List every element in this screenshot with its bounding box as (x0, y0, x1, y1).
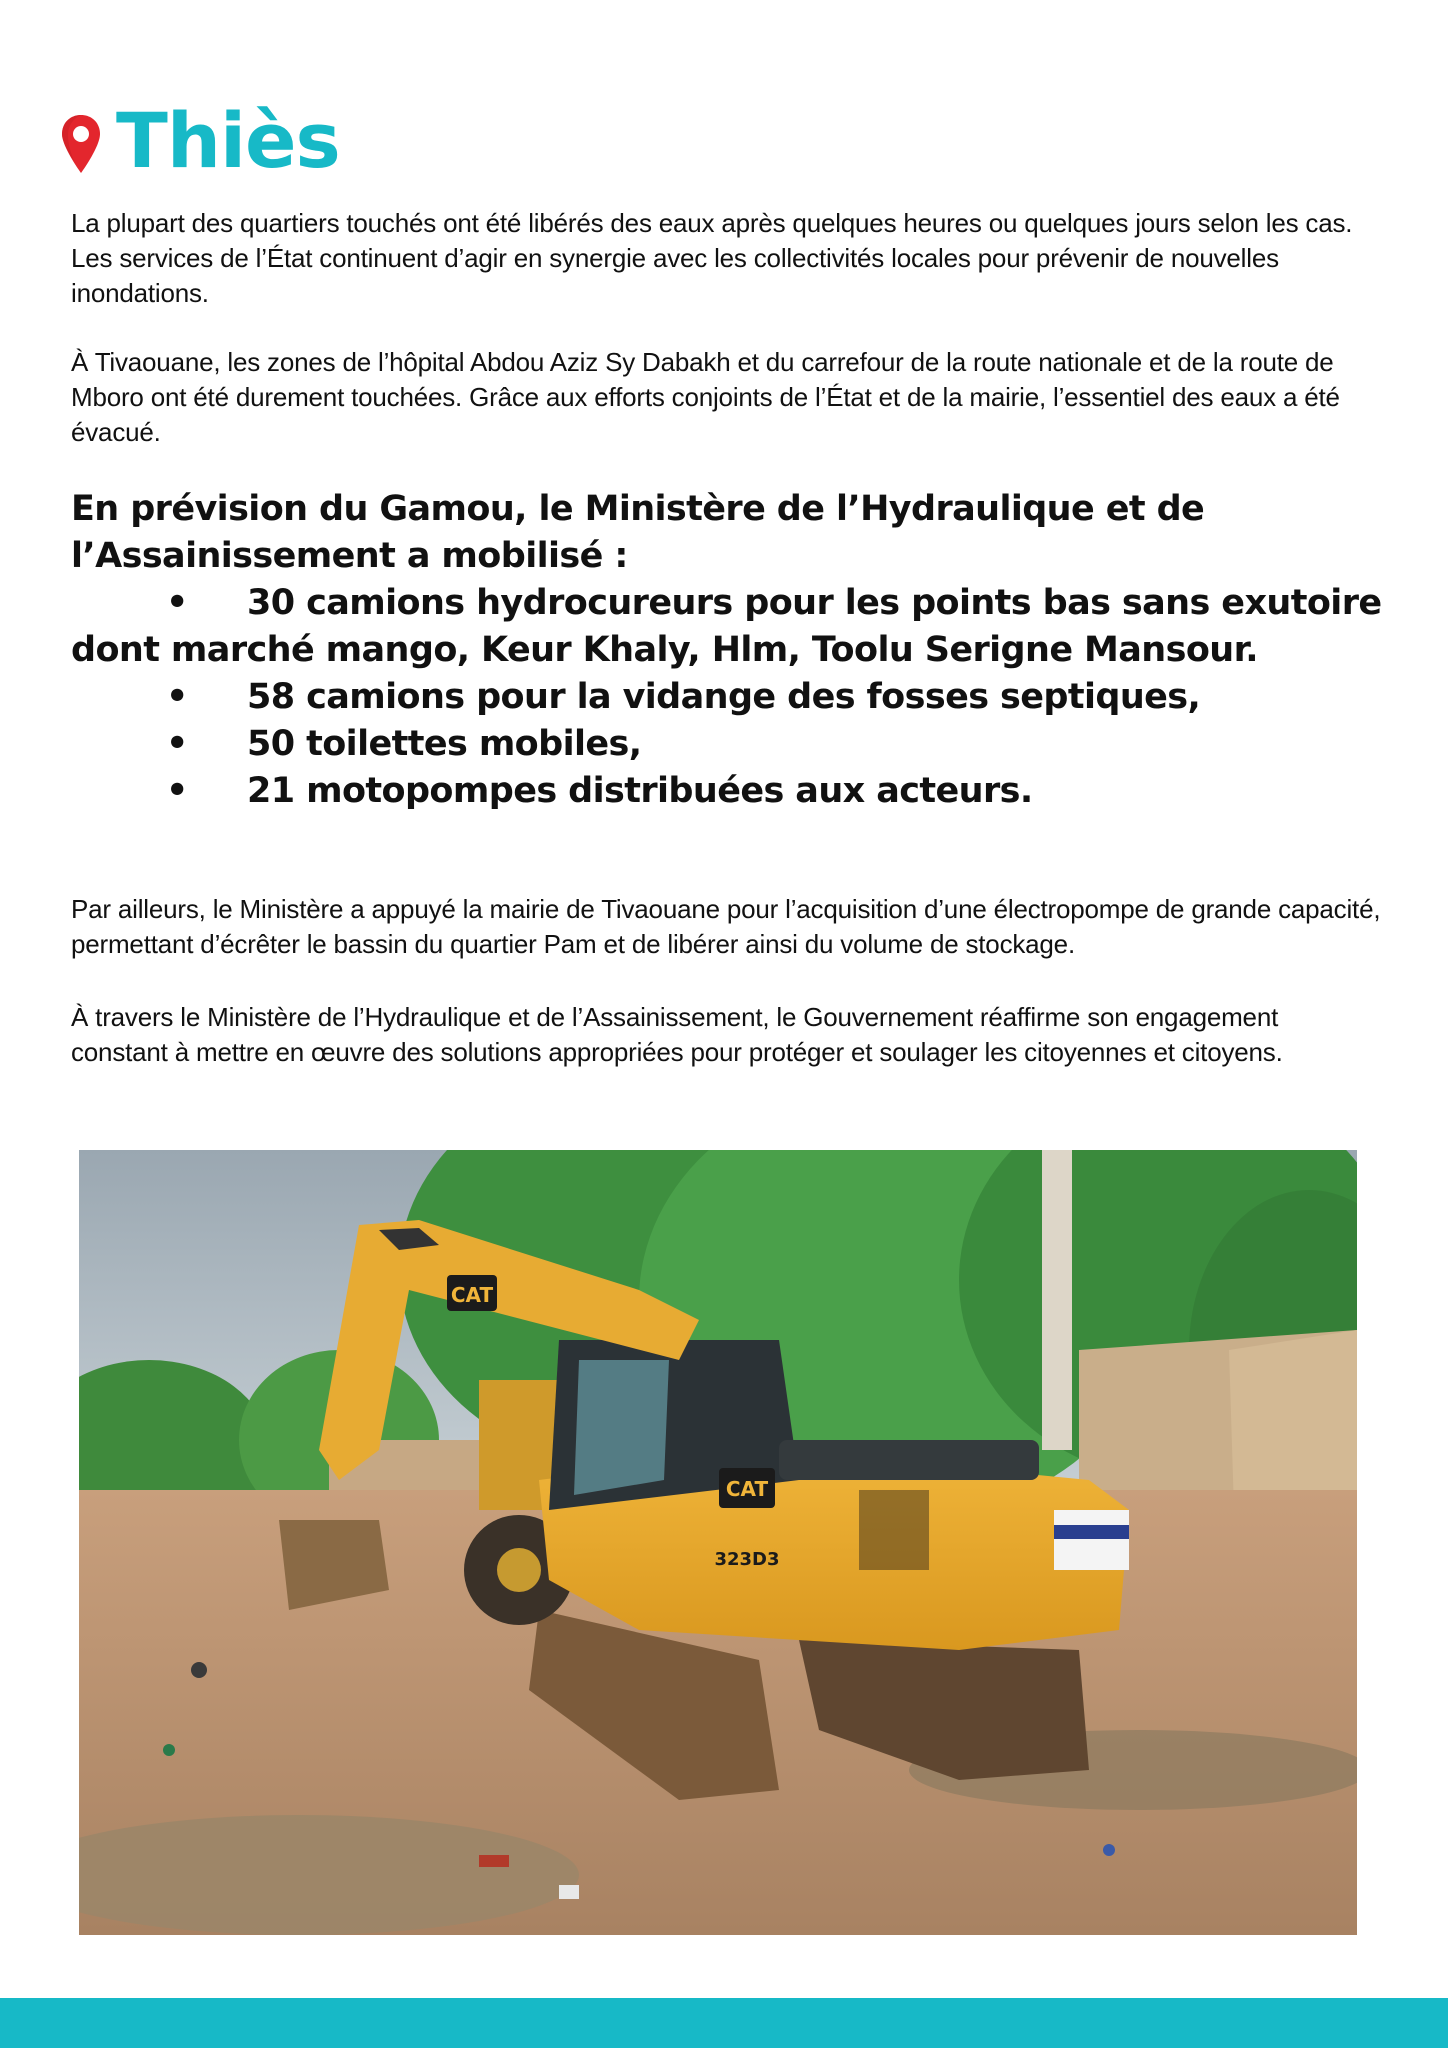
paragraph-electropompe: Par ailleurs, le Ministère a appuyé la mairie de Tivaouane pour l’acquisition d’une électropompe de grande capacité, permettant d’écrêter le bassin du quartier Pam et de libérer ainsi du volume de stockage. (71, 894, 1381, 959)
mobilisation-block (71, 486, 1391, 815)
paragraph-recovery: La plupart des quartiers touchés ont été libérés des eaux après quelques heures ou quelques jours selon les cas. Les services de l’État continuent d’agir en synergie avec les collectivités locales pour prévenir de nouvelles inondations. (71, 208, 1353, 308)
mobilisation-item-text: 58 camions pour la vidange des fosses septiques, (247, 677, 1201, 717)
excavator-illustration (79, 1150, 1357, 1935)
mobilisation-item (71, 580, 1391, 674)
svg-text:CAT: CAT (450, 1283, 494, 1307)
map-pin-icon (60, 113, 102, 175)
mobilisation-item (71, 768, 1391, 815)
mobilisation-item-text: 21 motopompes distribuées aux acteurs. (247, 771, 1033, 811)
svg-text:CAT: CAT (725, 1477, 769, 1501)
bullet-icon: • (166, 771, 188, 811)
footer-accent-bar (0, 1998, 1448, 2048)
excavator-photo (79, 1150, 1357, 1935)
paragraph-government: À travers le Ministère de l’Hydraulique et de l’Assainissement, le Gouvernement réaffirme son engagement constant à mettre en œuvre des solutions appropriées pour protéger et soulager les citoyennes et citoyens. (71, 1002, 1283, 1067)
paragraph-tivaouane: À Tivaouane, les zones de l’hôpital Abdou Aziz Sy Dabakh et du carrefour de la route nationale et de la route de Mboro ont été durement touchées. Grâce aux efforts conjoints de l’État et de la mairie, l’essentiel des eaux a été évacué. (71, 347, 1340, 447)
bullet-icon: • (166, 583, 188, 623)
bullet-icon: • (166, 677, 188, 717)
mobilisation-item (71, 721, 1391, 768)
mobilisation-item (71, 674, 1391, 721)
mobilisation-intro: En prévision du Gamou, le Ministère de l’Hydraulique et de l’Assainissement a mobilisé : (71, 489, 1205, 576)
page-title: Thiès (116, 96, 340, 185)
svg-text:323D3: 323D3 (714, 1549, 780, 1570)
mobilisation-item-text: 30 camions hydrocureurs pour les points bas sans exutoire dont marché mango, Keur Khaly, Hlm, Toolu Serigne Mansour. (71, 583, 1382, 670)
bullet-icon: • (166, 724, 188, 764)
mobilisation-item-text: 50 toilettes mobiles, (247, 724, 642, 764)
page-header (60, 96, 340, 186)
